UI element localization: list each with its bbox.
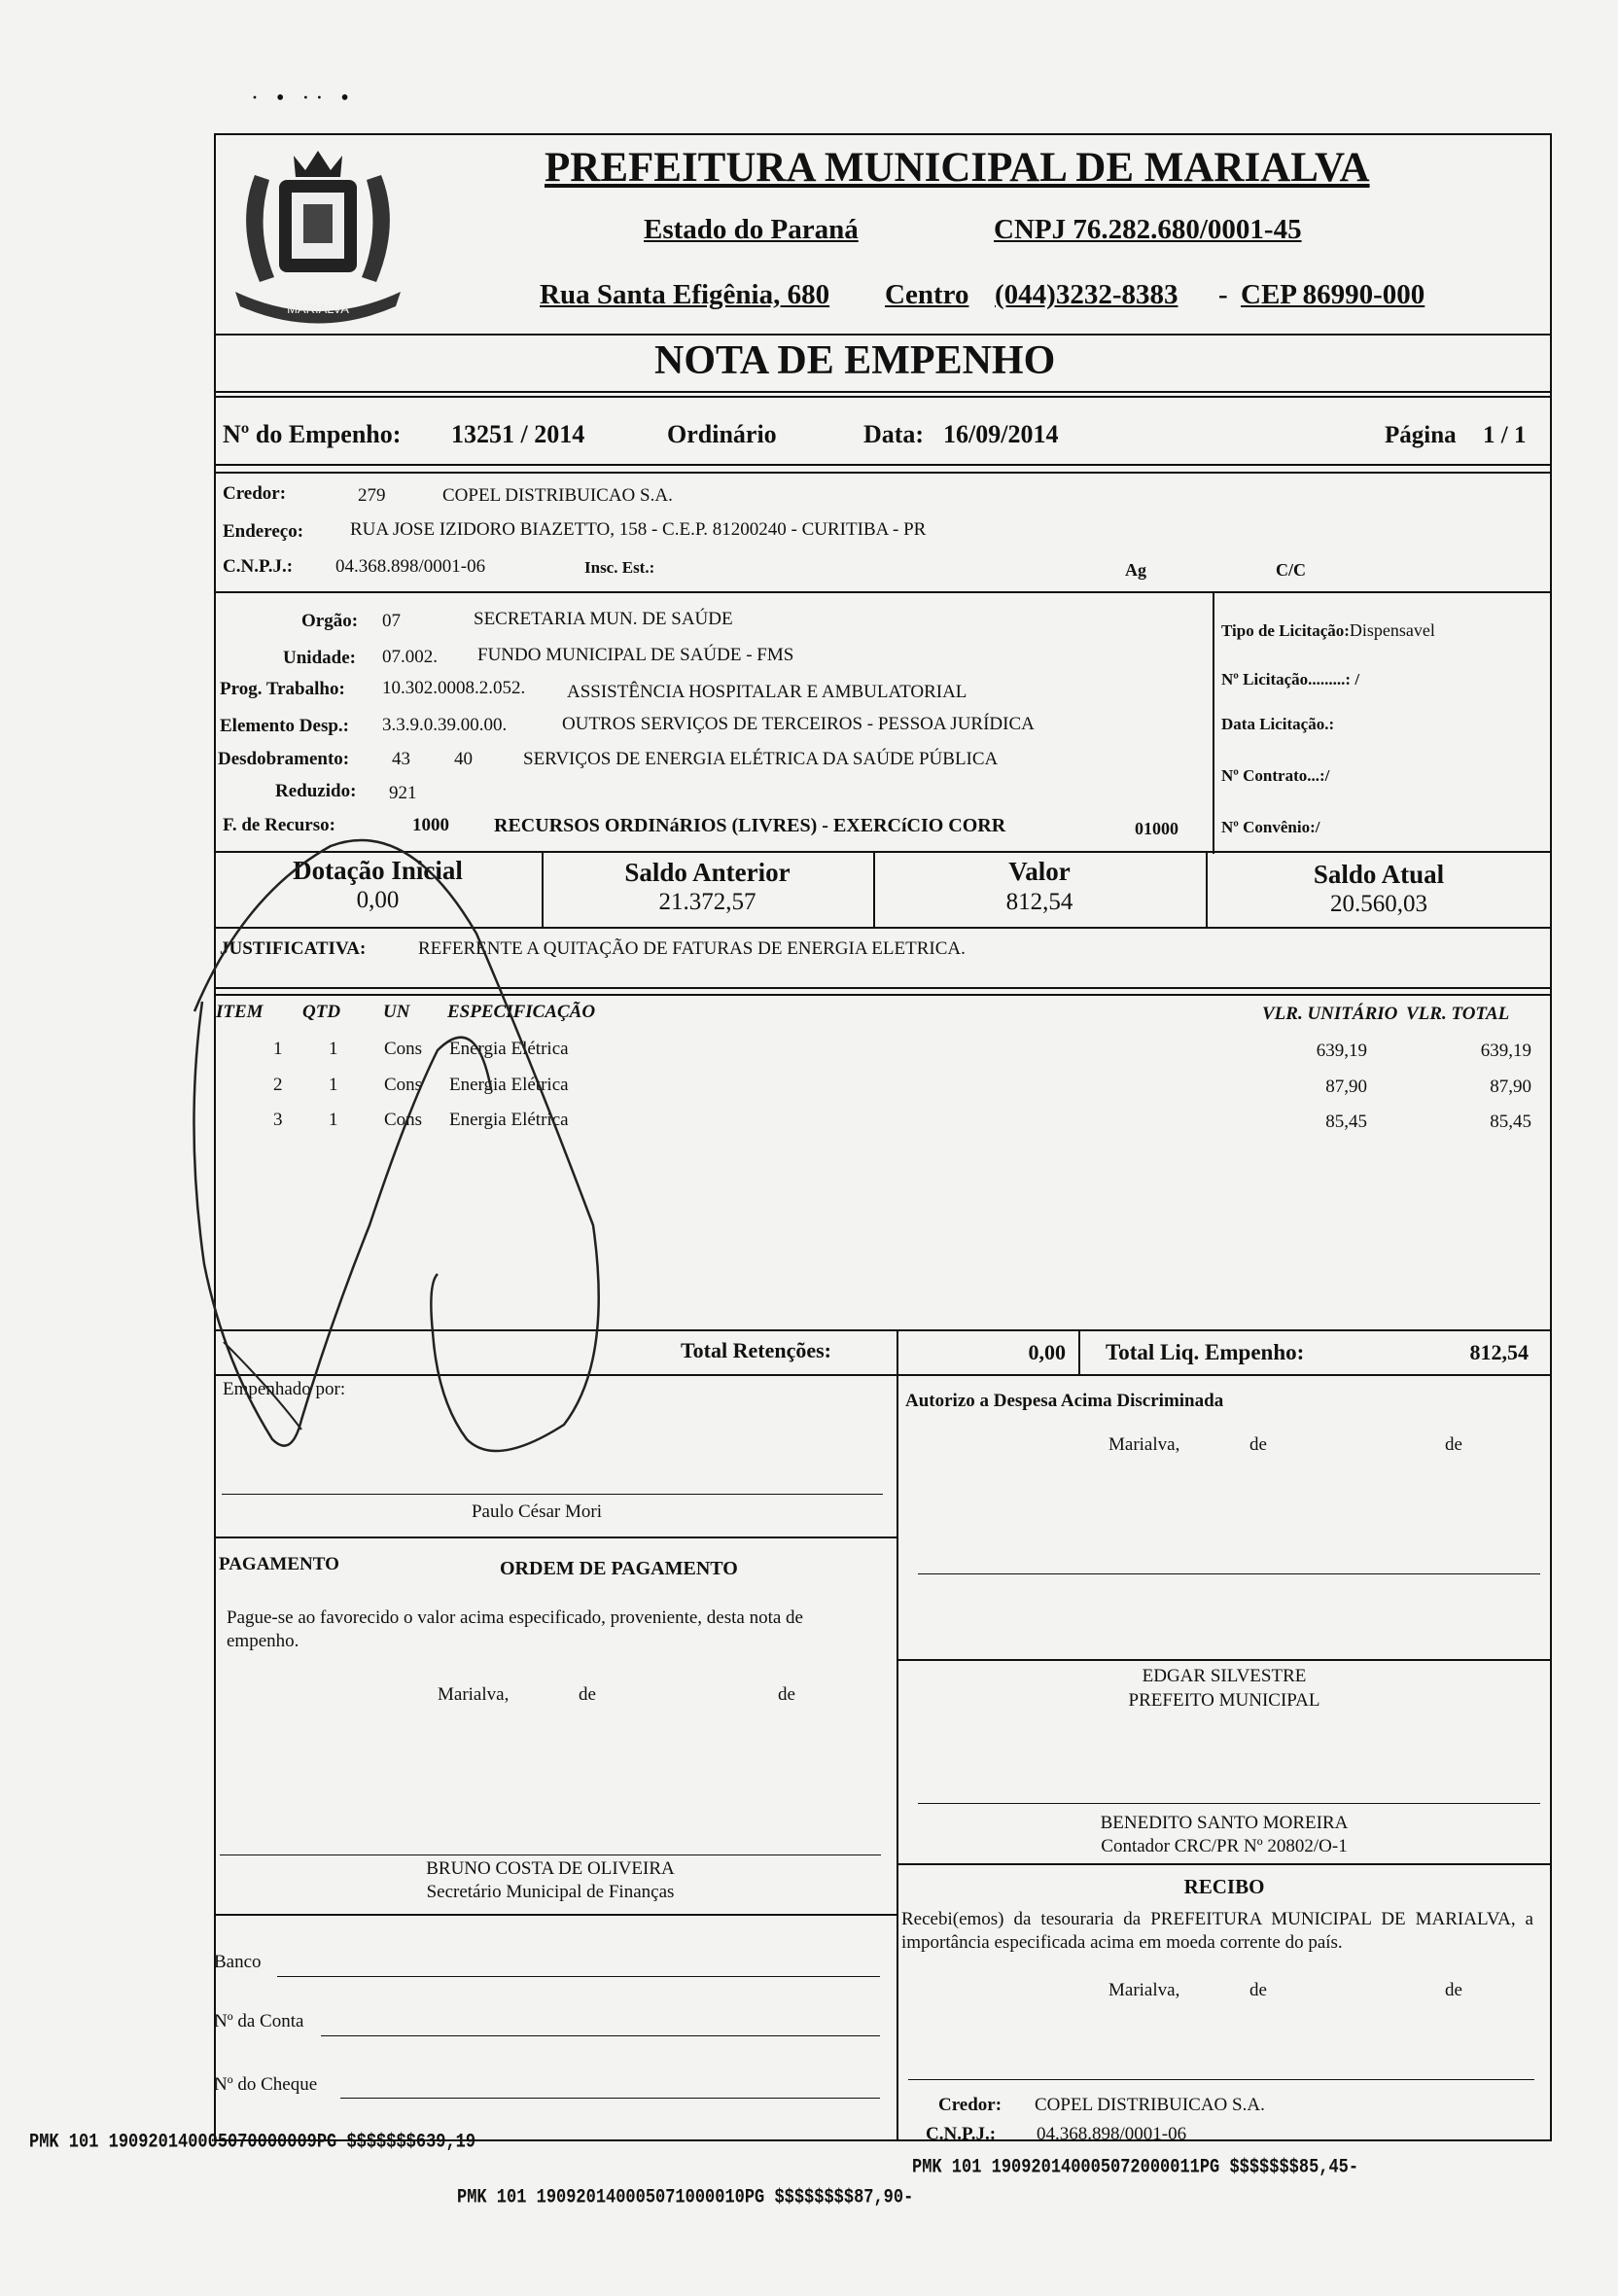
prefeito-name: EDGAR SILVESTRE [1142,1666,1307,1686]
row-unit: 87,90 [1325,1077,1367,1097]
pagamento-place: Marialva, [438,1684,510,1705]
empenho-number: 13251 / 2014 [451,420,585,448]
header-cnpj: CNPJ 76.282.680/0001-45 [994,214,1302,245]
autorizo-place: Marialva, [1108,1434,1180,1455]
credor-code: 279 [358,485,386,506]
header-cep: CEP 86990-000 [1241,279,1425,310]
credor-cnpj: 04.368.898/0001-06 [335,556,486,577]
desd-name: SERVIÇOS DE ENERGIA ELÉTRICA DA SAÚDE PÚBLICA [523,749,999,769]
autorizo-label: Autorizo a Despesa Acima Discriminada [905,1391,1224,1411]
cc-label: C/C [1276,560,1306,580]
licitacao-type-label-text: Tipo de Licitação: [1221,621,1350,640]
recurso-num: 01000 [1135,819,1178,838]
banco-label: Banco [214,1952,262,1972]
credor-name: COPEL DISTRIBUICAO S.A. [442,485,673,506]
empenhado-label: Empenhado por: [223,1379,346,1399]
stamp-3: PMK 101 190920140005072000011PG $$$$$$$85,45- [912,2157,1359,2179]
municipal-seal [216,136,420,331]
insc-label: Insc. Est.: [584,558,655,577]
pagamento-text: Pague-se ao favorecido o valor acima especificado, proveniente, desta nota de empenho. [227,1607,803,1651]
saldo-atual-label: Saldo Atual [1313,860,1445,889]
stamp-2: PMK 101 190920140005071000010PG $$$$$$$$87,90- [457,2187,914,2209]
retencoes-value: 0,00 [1028,1340,1066,1364]
page-label: Página [1385,422,1457,448]
row-total: 87,90 [1490,1077,1531,1097]
items-header-qtd: QTD [302,1002,341,1022]
unidade-label: Unidade: [283,648,356,668]
conta-label: Nº da Conta [214,2011,304,2031]
pagamento-de2: de [778,1684,795,1705]
prog-label: Prog. Trabalho: [220,679,345,699]
convenio-label: Nº Convênio:/ [1221,818,1320,836]
row-unit: 85,45 [1325,1112,1367,1132]
recibo-title: RECIBO [1183,1875,1265,1898]
scan-mark: · • ·· • [251,86,355,111]
orgao-label: Orgão: [301,611,359,631]
elem-name: OUTROS SERVIÇOS DE TERCEIROS - PESSOA JURÍDICA [562,714,1035,734]
secretario-name: BRUNO COSTA DE OLIVEIRA [426,1858,675,1879]
header-district: Centro [885,279,969,310]
desd-code1: 43 [392,749,410,769]
ordem-pagamento: ORDEM DE PAGAMENTO [500,1558,738,1579]
header-state: Estado do Paraná [644,214,859,245]
row-spec: Energia Elétrica [449,1039,569,1059]
row-item: 2 [273,1075,283,1095]
valor-value: 812,54 [1005,889,1073,915]
empenho-number-label: Nº do Empenho: [223,420,402,448]
recibo-text: Recebi(emos) da tesouraria da PREFEITURA MUNICIPAL DE MARIALVA, a importância especificada acima em moeda corrente do país. [901,1909,1533,1953]
saldo-anterior-value: 21.372,57 [658,889,756,915]
pagamento-label: PAGAMENTO [219,1554,339,1574]
row-item: 3 [273,1110,283,1130]
liq-empenho-label: Total Liq. Empenho: [1106,1340,1305,1364]
row-spec: Energia Elétrica [449,1075,569,1095]
elem-code: 3.3.9.0.39.00.00. [382,715,508,735]
recibo-credor: COPEL DISTRIBUICAO S.A. [1035,2095,1265,2115]
doc-title: NOTA DE EMPENHO [654,338,1056,383]
recibo-de1: de [1249,1980,1267,2000]
secretario-title: Secretário Municipal de Finanças [426,1882,675,1902]
saldo-atual-value: 20.560,03 [1330,891,1427,917]
recibo-cnpj: 04.368.898/0001-06 [1037,2124,1187,2144]
header-phone: (044)3232-8383 [995,279,1178,310]
justificativa-label: JUSTIFICATIVA: [220,938,367,959]
empenho-type: Ordinário [667,420,777,448]
items-header-unit: VLR. UNITÁRIO [1262,1004,1398,1024]
header-dash: - [1218,279,1228,310]
recibo-de2: de [1445,1980,1462,2000]
row-total: 639,19 [1480,1041,1531,1061]
row-un: Cons [384,1039,423,1059]
reduzido-code: 921 [389,783,417,803]
empenhado-name: Paulo César Mori [471,1501,603,1522]
contrato-label: Nº Contrato...:/ [1221,766,1330,785]
saldo-anterior-label: Saldo Anterior [624,858,791,887]
desd-label: Desdobramento: [218,749,350,769]
pagamento-de1: de [579,1684,596,1705]
licitacao-type: Dispensavel [1349,620,1435,640]
cheque-label: Nº do Cheque [214,2074,318,2095]
dotacao-label: Dotação Inicial [293,856,463,885]
row-unit: 639,19 [1316,1041,1367,1061]
row-qtd: 1 [329,1110,338,1130]
recibo-cnpj-label: C.N.P.J.: [926,2124,997,2144]
items-header-un: UN [383,1002,410,1022]
handwritten-signature [185,817,642,1468]
row-un: Cons [384,1075,423,1095]
unidade-code: 07.002. [382,647,438,667]
orgao-code: 07 [382,611,401,631]
row-total: 85,45 [1490,1112,1531,1132]
reduzido-label: Reduzido: [275,781,357,801]
empenho-date-label: Data: [863,420,925,448]
row-qtd: 1 [329,1039,338,1059]
empenho-date: 16/09/2014 [943,420,1059,448]
row-qtd: 1 [329,1075,338,1095]
row-item: 1 [273,1039,283,1059]
ag-label: Ag [1125,560,1146,580]
elem-label: Elemento Desp.: [220,716,349,736]
prog-code: 10.302.0008.2.052. [382,678,526,698]
header-title: PREFEITURA MUNICIPAL DE MARIALVA [545,145,1370,191]
contador-name: BENEDITO SANTO MOREIRA [1100,1813,1349,1833]
stamp-1: PMK 101 190920140005070000009PG $$$$$$$639,19 [29,2132,476,2154]
recurso-label: F. de Recurso: [223,815,335,835]
retencoes-label: Total Retenções: [681,1338,831,1362]
items-header-spec: ESPECIFICAÇÃO [447,1002,596,1022]
recurso-code: 1000 [412,815,449,835]
licitacao-num-label: Nº Licitação.........: / [1221,670,1360,689]
row-un: Cons [384,1110,423,1130]
prefeito-title: PREFEITO MUNICIPAL [1128,1690,1320,1711]
recibo-credor-label: Credor: [938,2095,1002,2115]
desd-code2: 40 [454,749,473,769]
credor-cnpj-label: C.N.P.J.: [223,556,294,577]
items-header-item: ITEM [216,1002,264,1022]
orgao-name: SECRETARIA MUN. DE SAÚDE [474,609,733,629]
page-number: 1 / 1 [1483,422,1527,448]
row-spec: Energia Elétrica [449,1110,569,1130]
address-label: Endereço: [223,521,304,542]
items-header-total: VLR. TOTAL [1406,1004,1510,1024]
autorizo-de2: de [1445,1434,1462,1455]
header-street: Rua Santa Efigênia, 680 [540,279,830,310]
valor-label: Valor [1008,857,1071,886]
credor-label: Credor: [223,483,287,504]
recurso-name: RECURSOS ORDINáRIOS (LIVRES) - EXERCíCIO CORR [494,815,1006,836]
contador-title: Contador CRC/PR Nº 20802/O-1 [1101,1836,1348,1856]
credor-address: RUA JOSE IZIDORO BIAZETTO, 158 - C.E.P. 81200240 - CURITIBA - PR [350,519,927,540]
licitacao-type-label [1221,620,1435,641]
liq-empenho-value: 812,54 [1469,1340,1529,1364]
unidade-name: FUNDO MUNICIPAL DE SAÚDE - FMS [477,645,794,665]
autorizo-de1: de [1249,1434,1267,1455]
justificativa-text: REFERENTE A QUITAÇÃO DE FATURAS DE ENERGIA ELETRICA. [418,938,966,959]
licitacao-date-label: Data Licitação.: [1221,715,1335,733]
seal-text: MARIALVA [287,301,349,316]
recibo-place: Marialva, [1108,1980,1180,2000]
dotacao-value: 0,00 [356,887,400,913]
prog-name: ASSISTÊNCIA HOSPITALAR E AMBULATORIAL [567,682,967,702]
